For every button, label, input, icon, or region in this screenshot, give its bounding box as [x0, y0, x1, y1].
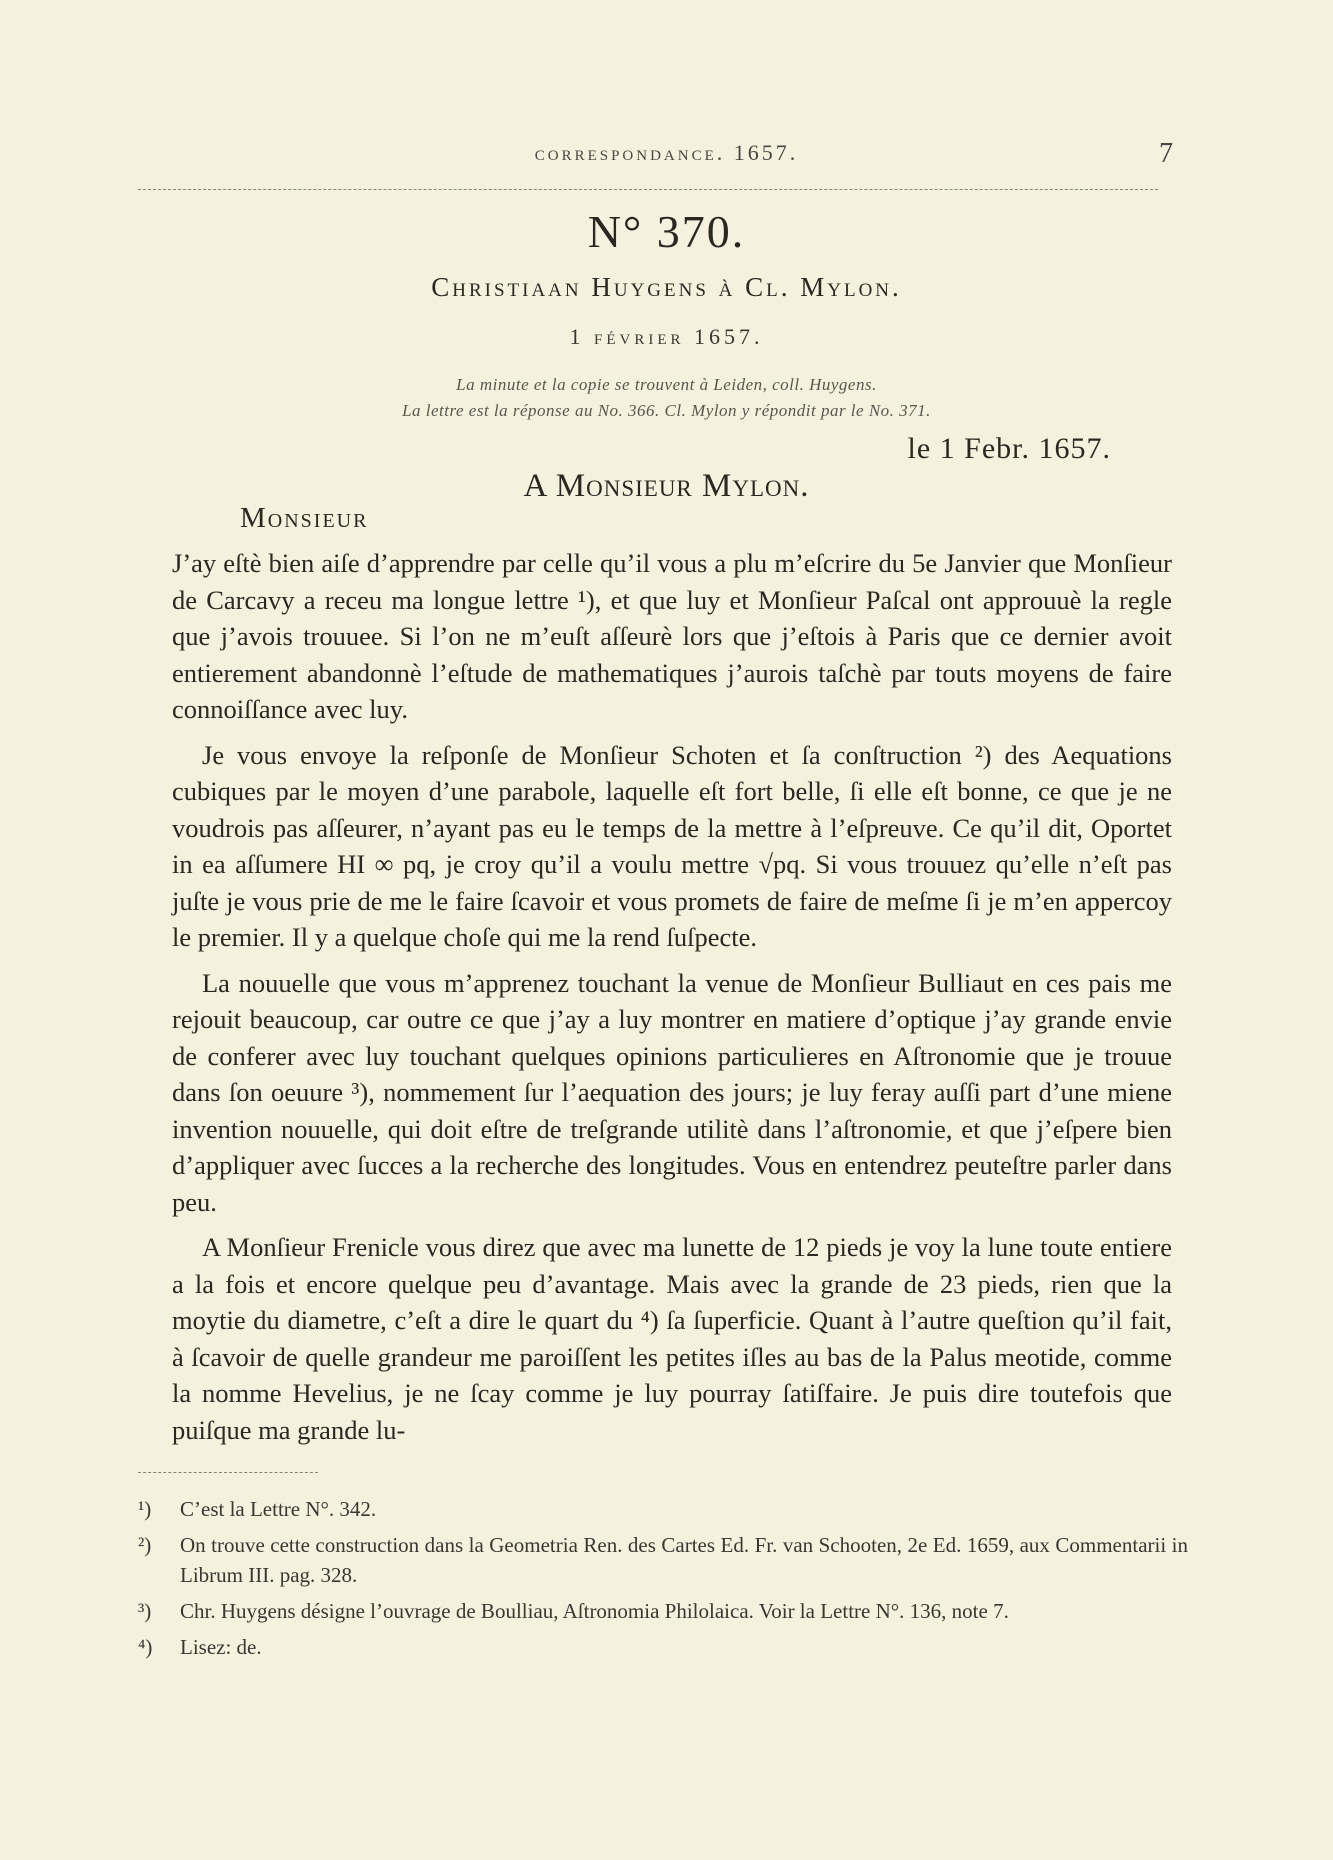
running-head: [0, 140, 1333, 174]
letter-title: Christiaan Huygens à Cl. Mylon.: [431, 272, 902, 302]
footnote-text: Lisez: de.: [180, 1635, 262, 1659]
paragraph: A Monſieur Frenicle vous direz que avec ma lunette de 12 pieds je voy la lune toute entiere a la fois et encore quelque peu d’avantage. Mais avec la grande de 23 pieds, rien que la moytie du diametre, c’eſt a dire le quart du ⁴) ſa ſuperficie. Quant à l’autre queſtion qu’il fait, à ſcavoir de quelle grandeur me paroiſſent les petites iſles au bas de la Palus meotide, comme la nomme Hevelius, je ne ſcay comme je luy pourray ſatiſfaire. Je puis dire toutefois que puiſque ma grande lu-: [172, 1232, 1172, 1445]
letter-number: N° 370.: [587, 206, 746, 257]
footnote-mark: ¹): [138, 1497, 152, 1521]
footnote-rule: [138, 1472, 318, 1473]
paragraph: La nouuelle que vous m’apprenez touchant la venue de Monſieur Bulliaut en ces pais me rejouit beaucoup, car outre ce que j’ay a luy montrer en matiere d’optique j’ay grande envie de conferer avec luy touchant quelques opinions particulieres en Aſtronomie que je trouue dans ſon oeuure ³), nommement ſur l’aequation des jours; je luy feray auſſi part d’une miene invention nouuelle, qui doit eſtre de treſgrande utilitè dans l’aſtronomie, et que j’eſpere bien d’appliquer avec ſucces a la recherche des longitudes. Vous en entendrez peuteſtre parler dans peu.: [172, 967, 1172, 1217]
dateline: le 1 Febr. 1657.: [907, 432, 1111, 465]
salutation: Monsieur: [240, 502, 369, 534]
running-title: correspondance. 1657.: [534, 140, 799, 165]
header-rule: [138, 189, 1158, 190]
footnote-text: C’est la Lettre N°. 342.: [180, 1497, 377, 1521]
footnote-mark: ²): [138, 1533, 152, 1557]
footnote: [138, 1530, 1188, 1590]
footnote-mark: ⁴): [138, 1635, 153, 1659]
footnote-mark: ³): [138, 1599, 152, 1623]
paragraph: J’ay eſtè bien aiſe d’apprendre par celle qu’il vous a plu m’eſcrire du 5e Janvier que Monſieur de Carcavy a receu ma longue lettre ¹), et que luy et Monſieur Paſcal ont approuuè la regle que j’avois trouuee. Si l’on ne m’euſt aſſeurè lors que j’eſtois à Paris que ce dernier avoit entierement abandonnè l’eſtude de mathematiques j’aurois taſchè par touts moyens de faire connoiſſance avec luy.: [172, 548, 1172, 724]
source-line: La minute et la copie se trouvent à Leiden, coll. Huygens.: [456, 375, 877, 394]
address: A Monſieur Mylon.: [523, 468, 810, 504]
footnote: [138, 1494, 1188, 1524]
source-note: [0, 372, 1333, 424]
page-number: 7: [1159, 138, 1173, 169]
letter-date: 1 février 1657.: [569, 324, 764, 349]
footnote-text: On trouve cette construction dans la Geometria Ren. des Cartes Ed. Fr. van Schooten, 2e Ed. 1659, aux Commentarii in Librum III. pag. 328.: [180, 1533, 1188, 1587]
footnote-text: Chr. Huygens désigne l’ouvrage de Boulliau, Aſtronomia Philolaica. Voir la Lettre N°. 136, note 7.: [180, 1599, 1009, 1623]
source-line: La lettre est la réponse au No. 366. Cl. Mylon y répondit par le No. 371.: [402, 401, 931, 420]
letter-body: [172, 545, 1172, 1457]
footnote: [138, 1632, 1188, 1662]
footnote: [138, 1596, 1188, 1626]
paragraph: Je vous envoye la reſponſe de Monſieur Schoten et ſa conſtruction ²) des Aequations cubiques par le moyen d’une parabole, laquelle eſt fort belle, ſi elle eſt bonne, ce que je ne voudrois pas aſſeurer, n’ayant pas eu le temps de la mettre à l’eſpreuve. Ce qu’il dit, Oportet in ea aſſumere HI ∞ pq, je croy qu’il a voulu mettre √pq. Si vous trouuez qu’elle n’eſt pas juſte je vous prie de me le faire ſcavoir et vous promets de faire de meſme ſi je m’en appercoy le premier. Il y a quelque choſe qui me la rend ſuſpecte.: [172, 739, 1172, 952]
footnotes: [138, 1494, 1188, 1668]
